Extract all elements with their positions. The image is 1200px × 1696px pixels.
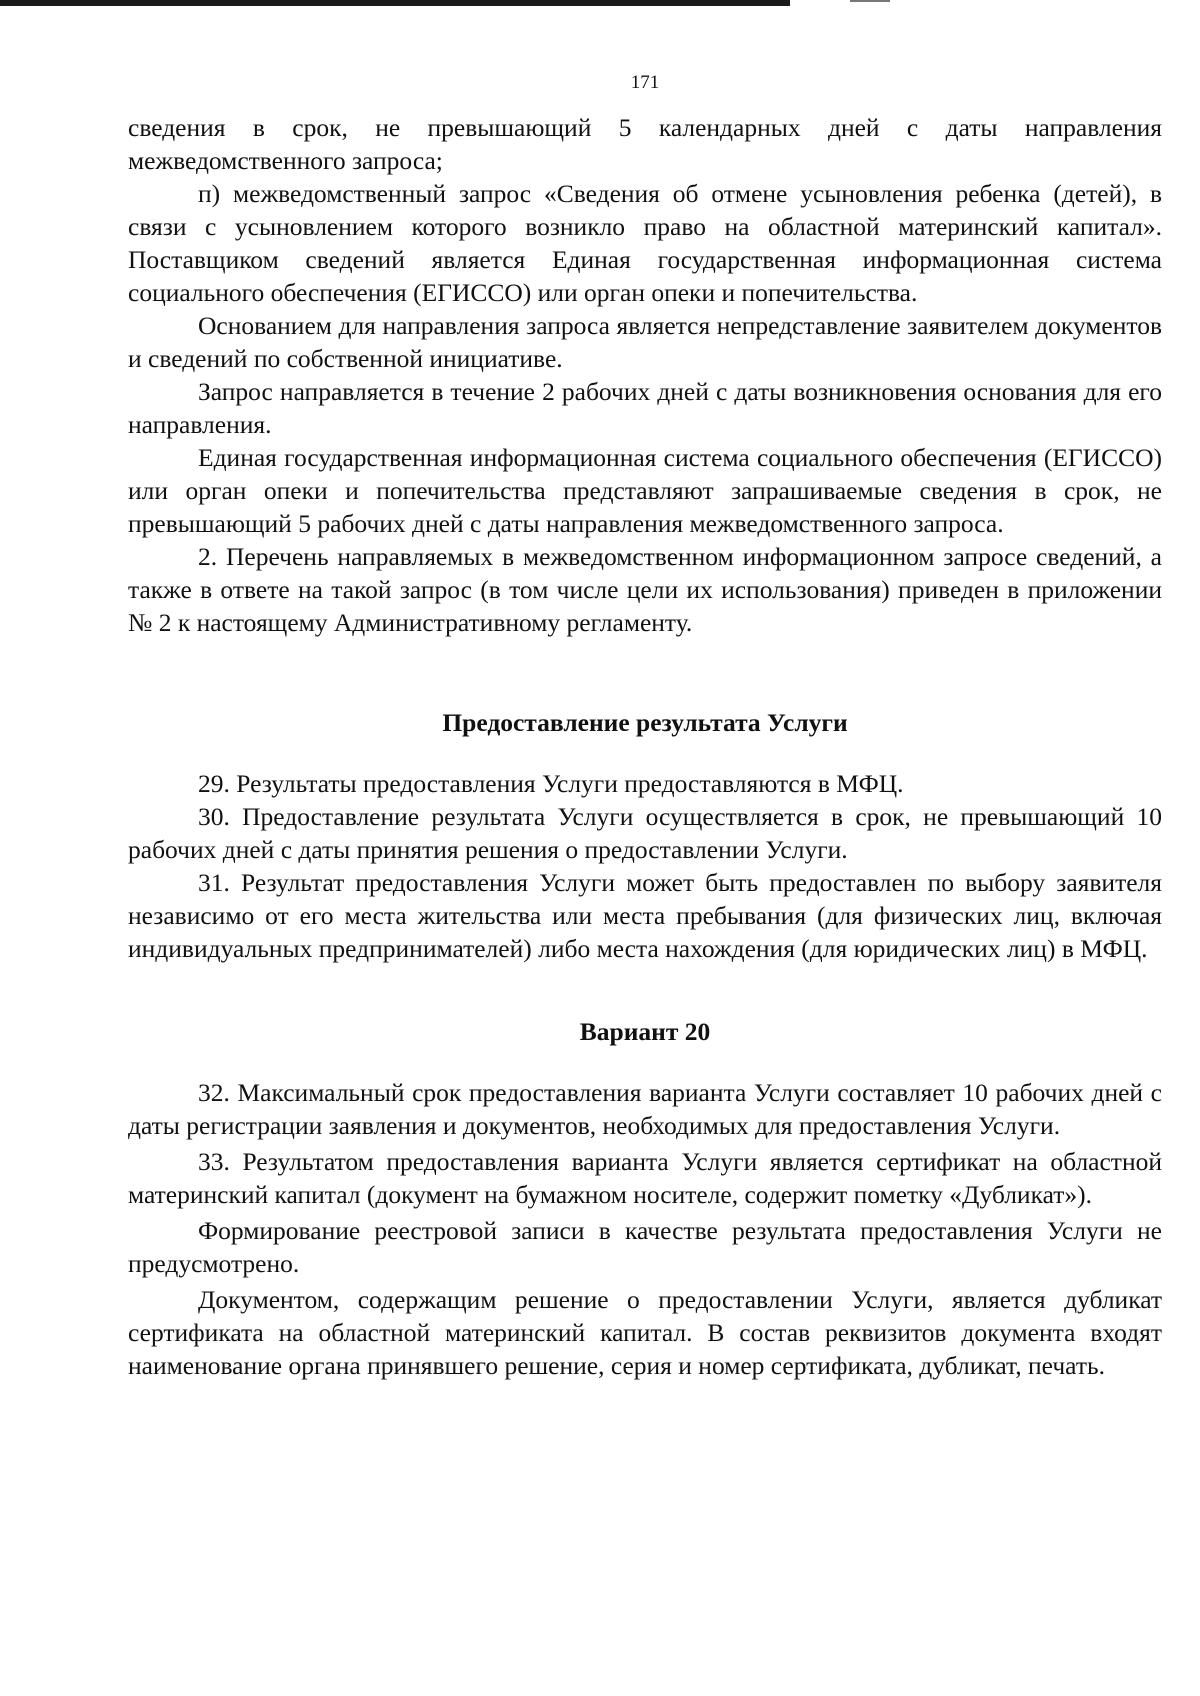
paragraph: Формирование реестровой записи в качестве результата предоставления Услуги не предусмотрено. — [128, 1216, 1162, 1278]
paragraph: 33. Результатом предоставления варианта Услуги является сертификат на областной материнский капитал (документ на бумажном носителе, содержит пометку «Дубликат»). — [128, 1147, 1162, 1209]
paragraph: Документом, содержащим решение о предоставлении Услуги, является дубликат сертификата на областной материнский капитал. В состав реквизитов документа входят наименование органа принявшего решение, серия и номер сертификата, дубликат, печать. — [128, 1285, 1162, 1380]
paragraph: 32. Максимальный срок предоставления варианта Услуги составляет 10 рабочих дней с даты регистрации заявления и документов, необходимых для предоставления Услуги. — [128, 1078, 1162, 1140]
paragraph: 31. Результат предоставления Услуги может быть предоставлен по выбору заявителя независимо от его места жительства или места пребывания (для физических лиц, включая индивидуальных предпринимателей) либо места нахождения (для юридических лиц) в МФЦ. — [128, 868, 1162, 963]
paragraph: Запрос направляется в течение 2 рабочих дней с даты возникновения основания для его направления. — [128, 377, 1162, 439]
variant-section-body — [128, 1076, 1162, 1382]
scan-border-top — [0, 0, 790, 6]
document-page — [128, 72, 1162, 1382]
paragraph: п) межведомственный запрос «Сведения об отмене усыновления ребенка (детей), в связи с усыновлением которого возникло право на областной материнский капитал». Поставщиком сведений является Единая государственная информационная система социального обеспечения (ЕГИССО) или орган опеки и попечительства. — [128, 179, 1162, 307]
paragraph: сведения в срок, не превышающий 5 календарных дней с даты направления межведомственного запроса; — [128, 113, 1162, 175]
paragraph: 2. Перечень направляемых в межведомственном информационном запросе сведений, а также в ответе на такой запрос (в том числе цели их использования) приведен в приложении № 2 к настоящему Административному регламенту. — [128, 542, 1162, 637]
section-heading-variant: Вариант 20 — [579, 1017, 711, 1046]
page-number: 171 — [630, 72, 660, 93]
scan-border-fragment — [850, 0, 890, 2]
paragraph: 30. Предоставление результата Услуги осуществляется в срок, не превышающий 10 рабочих дней с даты принятия решения о предоставлении Услуги. — [128, 802, 1162, 864]
paragraph: 29. Результаты предоставления Услуги предоставляются в МФЦ. — [198, 769, 904, 798]
paragraph: Основанием для направления запроса является непредставление заявителем документов и сведений по собственной инициативе. — [128, 311, 1162, 373]
result-section-body — [128, 767, 1162, 965]
paragraph: Единая государственная информационная система социального обеспечения (ЕГИССО) или орган опеки и попечительства представляют запрашиваемые сведения в срок, не превышающий 5 рабочих дней с даты направления межведомственного запроса. — [128, 443, 1162, 538]
top-text-block — [128, 111, 1162, 639]
section-heading-result: Предоставление результата Услуги — [442, 708, 848, 737]
